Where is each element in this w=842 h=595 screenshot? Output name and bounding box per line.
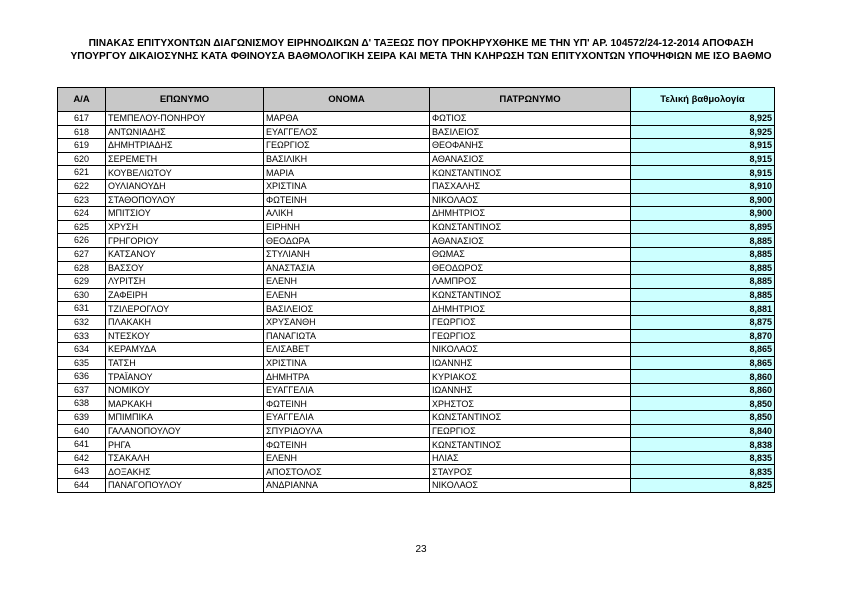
cell-aa: 644 [58,479,106,493]
cell-fathers-name: ΝΙΚΟΛΑΟΣ [430,343,631,357]
table-row [58,207,775,221]
cell-grade: 8,885 [631,234,775,248]
cell-name: ΣΤΥΛΙΑΝΗ [264,247,430,261]
cell-surname: ΚΟΥΒΕΛΙΩΤΟΥ [106,166,264,180]
cell-aa: 641 [58,438,106,452]
cell-grade: 8,900 [631,207,775,221]
table-row [58,343,775,357]
cell-name: ΠΑΝΑΓΙΩΤΑ [264,329,430,343]
table-body [58,112,775,493]
cell-aa: 635 [58,356,106,370]
cell-fathers-name: ΓΕΩΡΓΙΟΣ [430,329,631,343]
cell-fathers-name: ΑΘΑΝΑΣΙΟΣ [430,152,631,166]
table-row [58,479,775,493]
table-row [58,397,775,411]
table-row [58,465,775,479]
cell-name: ΒΑΣΙΛΕΙΟΣ [264,302,430,316]
cell-aa: 618 [58,125,106,139]
cell-fathers-name: ΚΩΝΣΤΑΝΤΙΝΟΣ [430,220,631,234]
cell-grade: 8,870 [631,329,775,343]
document-title-line-2: ΥΠΟΥΡΓΟΥ ΔΙΚΑΙΟΣΥΝΗΣ ΚΑΤΑ ΦΘΙΝΟΥΣΑ ΒΑΘΜΟΛΟΓΙΚΗ ΣΕΙΡΑ ΚΑΙ ΜΕΤΑ ΤΗΝ ΚΛΗΡΩΣΗ ΤΩΝ ΕΠΙΤΥΧΟΝΤΩΝ ΥΠΟΨΗΦΙΩΝ ΜΕ ΙΣΟ ΒΑΘΜΟ [70,51,772,62]
column-header-name: ΟΝΟΜΑ [264,88,430,112]
cell-grade: 8,915 [631,139,775,153]
cell-name: ΦΩΤΕΙΝΗ [264,397,430,411]
cell-name: ΕΥΑΓΓΕΛΟΣ [264,125,430,139]
cell-surname: ΓΑΛΑΝΟΠΟΥΛΟΥ [106,424,264,438]
cell-surname: ΤΡΑΪΑΝΟΥ [106,370,264,384]
table-row [58,356,775,370]
cell-grade: 8,885 [631,261,775,275]
cell-surname: ΣΕΡΕΜΕΤΗ [106,152,264,166]
cell-name: ΕΥΑΓΓΕΛΙΑ [264,383,430,397]
table-row [58,125,775,139]
cell-fathers-name: ΘΕΟΦΑΝΗΣ [430,139,631,153]
cell-fathers-name: ΛΑΜΠΡΟΣ [430,275,631,289]
cell-grade: 8,875 [631,315,775,329]
cell-surname: ΜΠΙΤΣΙΟΥ [106,207,264,221]
cell-surname: ΤΣΑΚΑΛΗ [106,451,264,465]
cell-surname: ΧΡΥΣΗ [106,220,264,234]
cell-aa: 624 [58,207,106,221]
table-row [58,193,775,207]
cell-name: ΓΕΩΡΓΙΟΣ [264,139,430,153]
cell-surname: ΝΤΕΣΚΟΥ [106,329,264,343]
cell-grade: 8,900 [631,193,775,207]
cell-aa: 622 [58,179,106,193]
cell-surname: ΚΑΤΣΑΝΟΥ [106,247,264,261]
cell-fathers-name: ΘΕΟΔΩΡΟΣ [430,261,631,275]
cell-grade: 8,835 [631,465,775,479]
cell-grade: 8,925 [631,125,775,139]
cell-grade: 8,825 [631,479,775,493]
cell-aa: 642 [58,451,106,465]
cell-grade: 8,850 [631,411,775,425]
cell-fathers-name: ΚΩΝΣΤΑΝΤΙΝΟΣ [430,438,631,452]
table-row [58,288,775,302]
cell-aa: 639 [58,411,106,425]
cell-aa: 636 [58,370,106,384]
cell-fathers-name: ΚΩΝΣΤΑΝΤΙΝΟΣ [430,288,631,302]
table-row [58,370,775,384]
cell-grade: 8,885 [631,247,775,261]
cell-aa: 629 [58,275,106,289]
cell-surname: ΠΑΝΑΓΟΠΟΥΛΟΥ [106,479,264,493]
cell-surname: ΔΗΜΗΤΡΙΑΔΗΣ [106,139,264,153]
cell-name: ΣΠΥΡΙΔΟΥΛΑ [264,424,430,438]
cell-aa: 617 [58,112,106,126]
table-row [58,139,775,153]
cell-surname: ΛΥΡΙΤΣΗ [106,275,264,289]
cell-aa: 640 [58,424,106,438]
cell-name: ΦΩΤΕΙΝΗ [264,438,430,452]
table-row [58,220,775,234]
cell-surname: ΤΕΜΠΕΛΟΥ-ΠΟΝΗΡΟΥ [106,112,264,126]
cell-surname: ΓΡΗΓΟΡΙΟΥ [106,234,264,248]
cell-fathers-name: ΝΙΚΟΛΑΟΣ [430,193,631,207]
table-row [58,152,775,166]
cell-fathers-name: ΣΤΑΥΡΟΣ [430,465,631,479]
cell-fathers-name: ΔΗΜΗΤΡΙΟΣ [430,207,631,221]
document-title-line-1: ΠΙΝΑΚΑΣ ΕΠΙΤΥΧΟΝΤΩΝ ΔΙΑΓΩΝΙΣΜΟΥ ΕΙΡΗΝΟΔΙΚΩΝ Δ' ΤΑΞΕΩΣ ΠΟΥ ΠΡΟΚΗΡΥΧΘΗΚΕ ΜΕ ΤΗΝ ΥΠ' ΑΡ. 104572/24-12-2014 ΑΠΟΦΑΣΗ [88,38,754,49]
cell-fathers-name: ΒΑΣΙΛΕΙΟΣ [430,125,631,139]
cell-surname: ΑΝΤΩΝΙΑΔΗΣ [106,125,264,139]
cell-fathers-name: ΑΘΑΝΑΣΙΟΣ [430,234,631,248]
cell-fathers-name: ΗΛΙΑΣ [430,451,631,465]
cell-name: ΑΠΟΣΤΟΛΟΣ [264,465,430,479]
table-row [58,329,775,343]
cell-aa: 643 [58,465,106,479]
cell-grade: 8,860 [631,370,775,384]
cell-aa: 619 [58,139,106,153]
cell-grade: 8,838 [631,438,775,452]
cell-fathers-name: ΓΕΩΡΓΙΟΣ [430,315,631,329]
cell-grade: 8,840 [631,424,775,438]
cell-grade: 8,860 [631,383,775,397]
cell-fathers-name: ΙΩΑΝΝΗΣ [430,356,631,370]
cell-surname: ΤΑΤΣΗ [106,356,264,370]
cell-name: ΜΑΡΘΑ [264,112,430,126]
cell-surname: ΜΠΙΜΠΙΚΑ [106,411,264,425]
cell-fathers-name: ΦΩΤΙΟΣ [430,112,631,126]
cell-name: ΑΝΔΡΙΑΝΝΑ [264,479,430,493]
cell-name: ΕΥΑΓΓΕΛΙΑ [264,411,430,425]
cell-fathers-name: ΧΡΗΣΤΟΣ [430,397,631,411]
cell-name: ΕΙΡΗΝΗ [264,220,430,234]
cell-fathers-name: ΚΩΝΣΤΑΝΤΙΝΟΣ [430,166,631,180]
cell-name: ΦΩΤΕΙΝΗ [264,193,430,207]
table-row [58,275,775,289]
cell-aa: 620 [58,152,106,166]
cell-grade: 8,835 [631,451,775,465]
cell-aa: 637 [58,383,106,397]
cell-grade: 8,850 [631,397,775,411]
table-header-row [58,88,775,112]
column-header-final-grade: Τελική βαθμολογία [631,88,775,112]
cell-name: ΕΛΙΣΑΒΕΤ [264,343,430,357]
cell-fathers-name: ΓΕΩΡΓΙΟΣ [430,424,631,438]
cell-name: ΔΗΜΗΤΡΑ [264,370,430,384]
table-row [58,438,775,452]
table-row [58,179,775,193]
table-row [58,261,775,275]
cell-aa: 630 [58,288,106,302]
table-row [58,247,775,261]
cell-aa: 625 [58,220,106,234]
table-row [58,383,775,397]
cell-grade: 8,915 [631,166,775,180]
cell-surname: ΣΤΑΘΟΠΟΥΛΟΥ [106,193,264,207]
cell-grade: 8,885 [631,288,775,302]
cell-surname: ΟΥΛΙΑΝΟΥΔΗ [106,179,264,193]
cell-grade: 8,881 [631,302,775,316]
cell-grade: 8,910 [631,179,775,193]
table-row [58,302,775,316]
column-header-aa: Α/Α [58,88,106,112]
cell-surname: ΝΟΜΙΚΟΥ [106,383,264,397]
cell-fathers-name: ΠΑΣΧΑΛΗΣ [430,179,631,193]
cell-surname: ΤΖΙΛΕΡΟΓΛΟΥ [106,302,264,316]
cell-aa: 628 [58,261,106,275]
column-header-surname: ΕΠΩΝΥΜΟ [106,88,264,112]
cell-name: ΕΛΕΝΗ [264,288,430,302]
cell-aa: 633 [58,329,106,343]
cell-name: ΜΑΡΙΑ [264,166,430,180]
cell-grade: 8,915 [631,152,775,166]
cell-name: ΧΡΙΣΤΙΝΑ [264,179,430,193]
table-row [58,166,775,180]
cell-surname: ΠΛΑΚΑΚΗ [106,315,264,329]
cell-name: ΕΛΕΝΗ [264,451,430,465]
cell-surname: ΜΑΡΚΑΚΗ [106,397,264,411]
table-row [58,451,775,465]
cell-fathers-name: ΘΩΜΑΣ [430,247,631,261]
cell-grade: 8,865 [631,343,775,357]
cell-fathers-name: ΔΗΜΗΤΡΙΟΣ [430,302,631,316]
cell-aa: 638 [58,397,106,411]
cell-name: ΕΛΕΝΗ [264,275,430,289]
cell-fathers-name: ΚΩΝΣΤΑΝΤΙΝΟΣ [430,411,631,425]
cell-aa: 623 [58,193,106,207]
cell-surname: ΚΕΡΑΜΥΔΑ [106,343,264,357]
cell-fathers-name: ΝΙΚΟΛΑΟΣ [430,479,631,493]
cell-grade: 8,885 [631,275,775,289]
cell-grade: 8,895 [631,220,775,234]
cell-aa: 632 [58,315,106,329]
cell-surname: ΡΗΓΑ [106,438,264,452]
table-row [58,411,775,425]
cell-fathers-name: ΚΥΡΙΑΚΟΣ [430,370,631,384]
table-row [58,112,775,126]
cell-name: ΑΛΙΚΗ [264,207,430,221]
table-row [58,315,775,329]
cell-grade: 8,865 [631,356,775,370]
cell-surname: ΒΑΣΣΟΥ [106,261,264,275]
cell-aa: 626 [58,234,106,248]
cell-name: ΧΡΥΣΑΝΘΗ [264,315,430,329]
cell-aa: 631 [58,302,106,316]
cell-aa: 627 [58,247,106,261]
page-number: 23 [415,544,427,555]
cell-fathers-name: ΙΩΑΝΝΗΣ [430,383,631,397]
cell-name: ΒΑΣΙΛΙΚΗ [264,152,430,166]
cell-surname: ΔΟΞΑΚΗΣ [106,465,264,479]
cell-name: ΧΡΙΣΤΙΝΑ [264,356,430,370]
cell-aa: 634 [58,343,106,357]
cell-aa: 621 [58,166,106,180]
cell-name: ΑΝΑΣΤΑΣΙΑ [264,261,430,275]
cell-surname: ΖΑΦΕΙΡΗ [106,288,264,302]
cell-grade: 8,925 [631,112,775,126]
table-row [58,234,775,248]
cell-name: ΘΕΟΔΩΡΑ [264,234,430,248]
table-row [58,424,775,438]
results-table [57,87,775,493]
column-header-fathers-name: ΠΑΤΡΩΝΥΜΟ [430,88,631,112]
